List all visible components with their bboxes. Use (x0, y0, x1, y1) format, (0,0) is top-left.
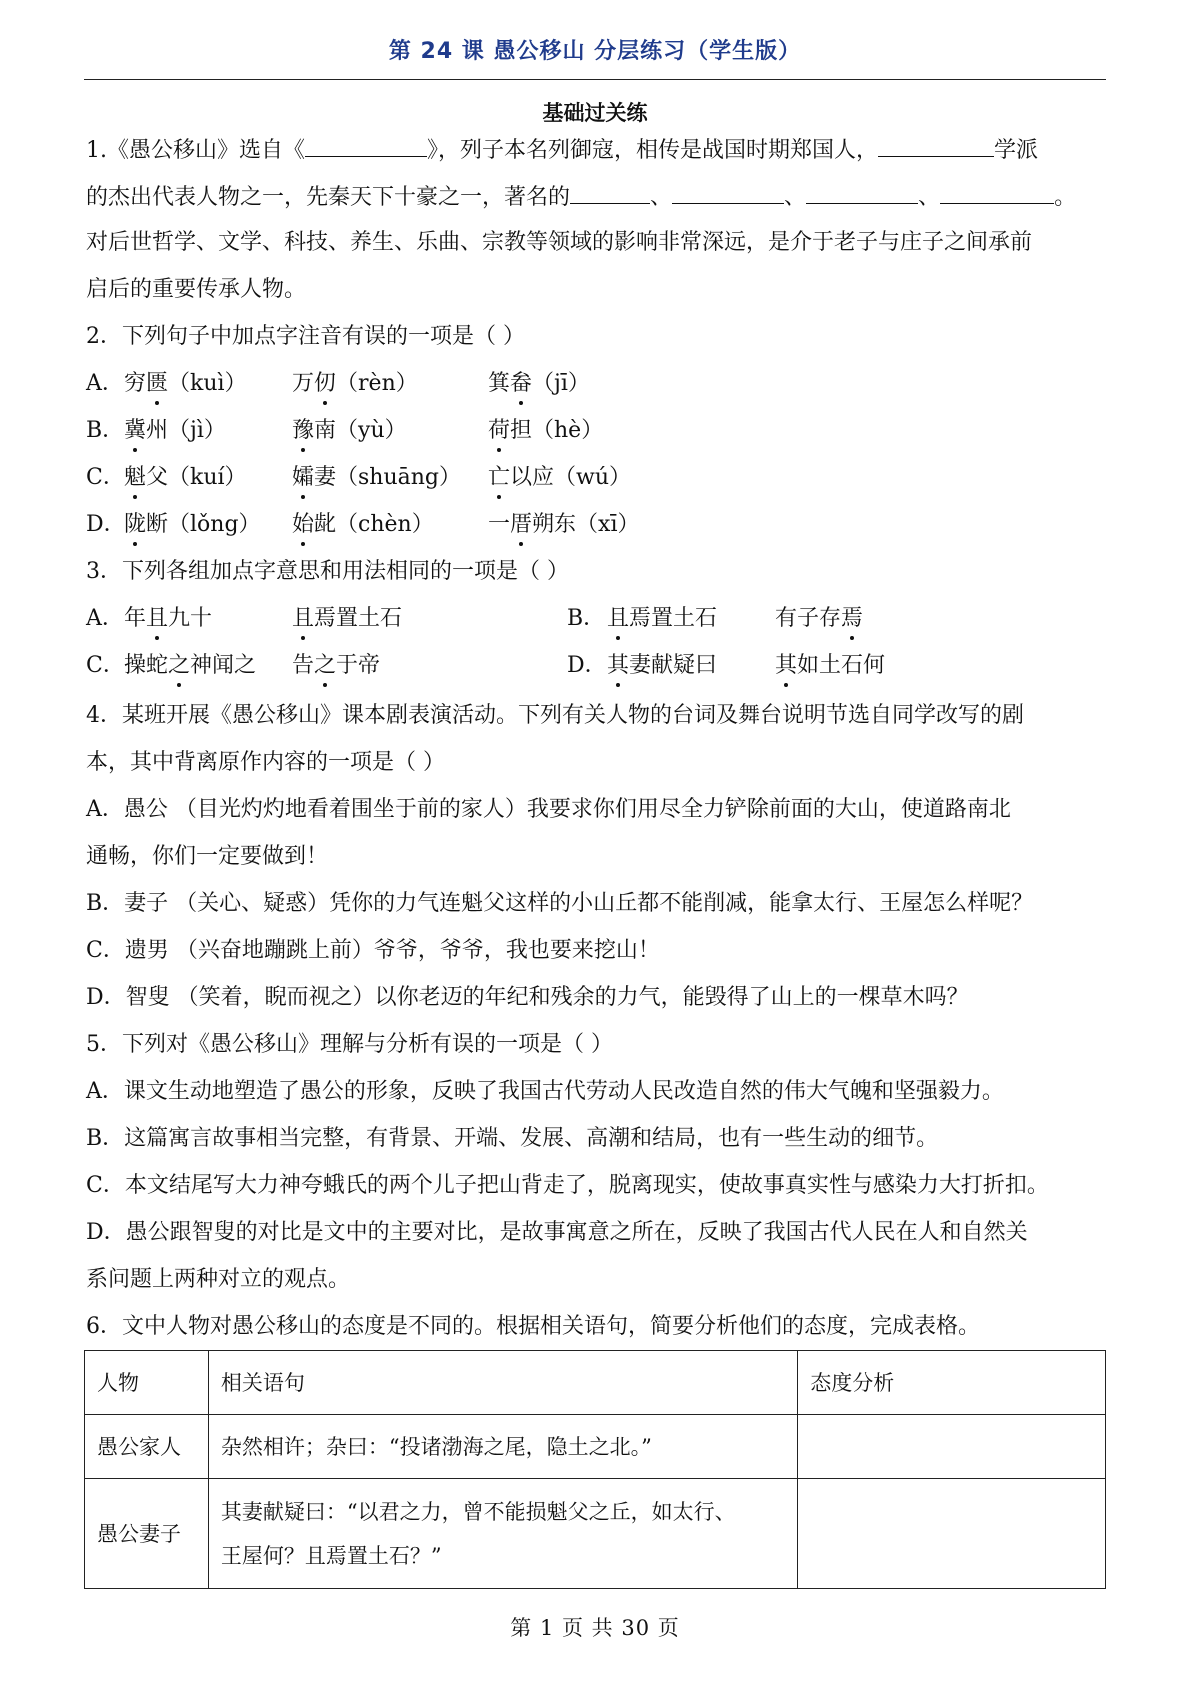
cell-quote: 其妻献疑曰：“以君之力，曾不能损魁父之丘，如太行、 王屋何？且焉置土石？” (208, 1479, 797, 1589)
dotted-char: 其 (607, 651, 629, 681)
q2-option-b-word-2: 豫南（yù） (292, 416, 407, 446)
q5-option-b[interactable]: B．这篇寓言故事相当完整，有背景、开端、发展、高潮和结局，也有一些生动的细节。 (86, 1126, 939, 1151)
q2-option-a-label[interactable]: A． (86, 371, 124, 396)
dotted-char: 且 (292, 604, 314, 634)
cell-analysis-answer[interactable] (798, 1415, 1106, 1479)
dotted-char: 厝 (510, 510, 532, 540)
q1-sep-2: 、 (784, 185, 807, 210)
q1-text-a: 1.《愚公移山》选自《 (86, 138, 305, 163)
q6-stem: 6．文中人物对愚公移山的态度是不同的。根据相关语句，简要分析他们的态度，完成表格。 (86, 1314, 981, 1339)
q2-option-c-label[interactable]: C． (86, 465, 125, 490)
q1-sep-1: 、 (650, 185, 673, 210)
blank-work-2 (672, 181, 784, 204)
q3-option-c-phrase-2: 告之于帝 (292, 651, 380, 681)
q2-option-b-word-1: 冀州（jì） (124, 416, 226, 446)
q1-line-2 (86, 181, 1076, 213)
header-person: 人物 (85, 1351, 209, 1415)
q3-option-d-label[interactable]: D． (567, 653, 607, 678)
dotted-char: 仞 (314, 369, 336, 399)
cell-quote: 杂然相许；杂曰：“投诸渤海之尾，隐土之北。” (208, 1415, 797, 1479)
q3-stem: 3．下列各组加点字意思和用法相同的一项是（ ） (86, 559, 569, 584)
q2-option-d-word-2: 始龀（chèn） (292, 510, 434, 540)
q5-option-a[interactable]: A．课文生动地塑造了愚公的形象，反映了我国古代劳动人民改造自然的伟大气魄和坚强毅力。 (86, 1079, 1004, 1104)
dotted-char: 魁 (124, 463, 146, 493)
q4-option-d[interactable]: D．智叟 （笑着，睨而视之）以你老迈的年纪和残余的力气，能毁得了山上的一棵草木吗？ (86, 985, 969, 1010)
q5-stem: 5．下列对《愚公移山》理解与分析有误的一项是（ ） (86, 1032, 613, 1057)
q5-option-d[interactable]: D．愚公跟智叟的对比是文中的主要对比，是故事寓意之所在，反映了我国古代人民在人和自然关 (86, 1220, 1028, 1245)
dotted-char: 亡 (488, 463, 510, 493)
blank-book (305, 134, 427, 157)
q2-option-c-word-1: 魁父（kuí） (124, 463, 247, 493)
blank-work-3 (806, 181, 918, 204)
dotted-char: 焉 (841, 604, 863, 634)
q3-option-d-phrase-1: 其妻献疑曰 (607, 651, 717, 681)
q2-option-b-word-3: 荷担（hè） (488, 416, 603, 446)
q4-option-c[interactable]: C．遗男 （兴奋地蹦跳上前）爷爷，爷爷，我也要来挖山！ (86, 938, 660, 963)
q2-option-b-label[interactable]: B． (86, 418, 125, 443)
q4-option-a[interactable]: A．愚公 （目光灼灼地看着围坐于前的家人）我要求你们用尽全力铲除前面的大山，使道路南北 (86, 797, 1011, 822)
q1-end: 。 (1054, 185, 1077, 210)
q1-line-1 (86, 134, 1038, 166)
q3-option-a-phrase-2: 且焉置土石 (292, 604, 402, 634)
q5-option-c[interactable]: C．本文结尾写大力神夸蛾氏的两个儿子把山背走了，脱离现实，使故事真实性与感染力大打折扣。 (86, 1173, 1049, 1198)
dotted-char: 其 (775, 651, 797, 681)
dotted-char: 荷 (488, 416, 510, 446)
dotted-char: 孀 (292, 463, 314, 493)
q2-option-c-word-2: 孀妻（shuāng） (292, 463, 461, 493)
page-footer: 第 1 页 共 30 页 (510, 1616, 680, 1640)
dotted-char: 且 (146, 604, 168, 634)
q3-option-a-label[interactable]: A． (86, 606, 124, 631)
q2-option-d-word-1: 陇断（lǒng） (124, 510, 261, 540)
blank-school (878, 134, 994, 157)
section-title: 基础过关练 (542, 101, 648, 125)
dotted-char: 之 (314, 651, 336, 681)
q4-option-b[interactable]: B．妻子 （关心、疑惑）凭你的力气连魁父这样的小山丘都不能削减，能拿太行、王屋怎么样呢？ (86, 891, 1034, 916)
cell-person: 愚公妻子 (85, 1479, 209, 1589)
q1-text-d: 的杰出代表人物之一，先秦天下十豪之一，著名的 (86, 185, 571, 210)
dotted-char: 之 (168, 651, 190, 681)
dotted-char: 畚 (510, 369, 532, 399)
blank-work-1 (570, 181, 650, 204)
dotted-char: 陇 (124, 510, 146, 540)
q2-option-d-label[interactable]: D． (86, 512, 126, 537)
header-quote: 相关语句 (208, 1351, 797, 1415)
dotted-char: 且 (607, 604, 629, 634)
q2-option-c-word-3: 亡以应（wú） (488, 463, 631, 493)
table-row (85, 1415, 1106, 1479)
cell-person: 愚公家人 (85, 1415, 209, 1479)
q1-text-b: 》，列子本名列御寇，相传是战国时期郑国人， (427, 138, 879, 163)
q3-option-b-phrase-2: 有子存焉 (775, 604, 863, 634)
q4-option-a-cont: 通畅，你们一定要做到！ (86, 844, 329, 869)
page-title: 第 24 课 愚公移山 分层练习（学生版） (388, 39, 802, 64)
q1-line-4: 启后的重要传承人物。 (86, 277, 307, 302)
q3-option-d-phrase-2: 其如土石何 (775, 651, 885, 681)
table-header-row (85, 1351, 1106, 1415)
dotted-char: 豫 (292, 416, 314, 446)
q2-option-a-word-1: 穷匮（kuì） (124, 369, 247, 399)
q2-option-a-word-2: 万仞（rèn） (292, 369, 418, 399)
q3-option-a-phrase-1: 年且九十 (124, 604, 212, 634)
q3-option-c-label[interactable]: C． (86, 653, 125, 678)
q5-option-d-cont: 系问题上两种对立的观点。 (86, 1267, 351, 1292)
q3-option-c-phrase-1: 操蛇之神闻之 (124, 651, 256, 681)
q1-sep-3: 、 (918, 185, 941, 210)
q3-option-b-phrase-1: 且焉置土石 (607, 604, 717, 634)
q4-stem-line-2: 本，其中背离原作内容的一项是（ ） (86, 750, 445, 775)
dotted-char: 冀 (124, 416, 146, 446)
q2-option-d-word-3: 一厝朔东（xī） (488, 510, 639, 540)
q2-option-a-word-3: 箕畚（jī） (488, 369, 590, 399)
q1-line-3: 对后世哲学、文学、科技、养生、乐曲、宗教等领域的影响非常深远，是介于老子与庄子之间承前 (86, 230, 1033, 255)
q3-option-b-label[interactable]: B． (567, 606, 606, 631)
table-row (85, 1479, 1106, 1589)
q4-stem-line-1: 4．某班开展《愚公移山》课本剧表演活动。下列有关人物的台词及舞台说明节选自同学改写的剧 (86, 703, 1025, 728)
q1-text-c: 学派 (994, 138, 1039, 163)
dotted-char: 始 (292, 510, 314, 540)
header-analysis: 态度分析 (798, 1351, 1106, 1415)
blank-work-4 (940, 181, 1054, 204)
attitude-table (84, 1350, 1106, 1589)
header-rule (84, 79, 1106, 80)
dotted-char: 匮 (146, 369, 168, 399)
q2-stem: 2．下列句子中加点字注音有误的一项是（ ） (86, 324, 525, 349)
cell-analysis-answer[interactable] (798, 1479, 1106, 1589)
